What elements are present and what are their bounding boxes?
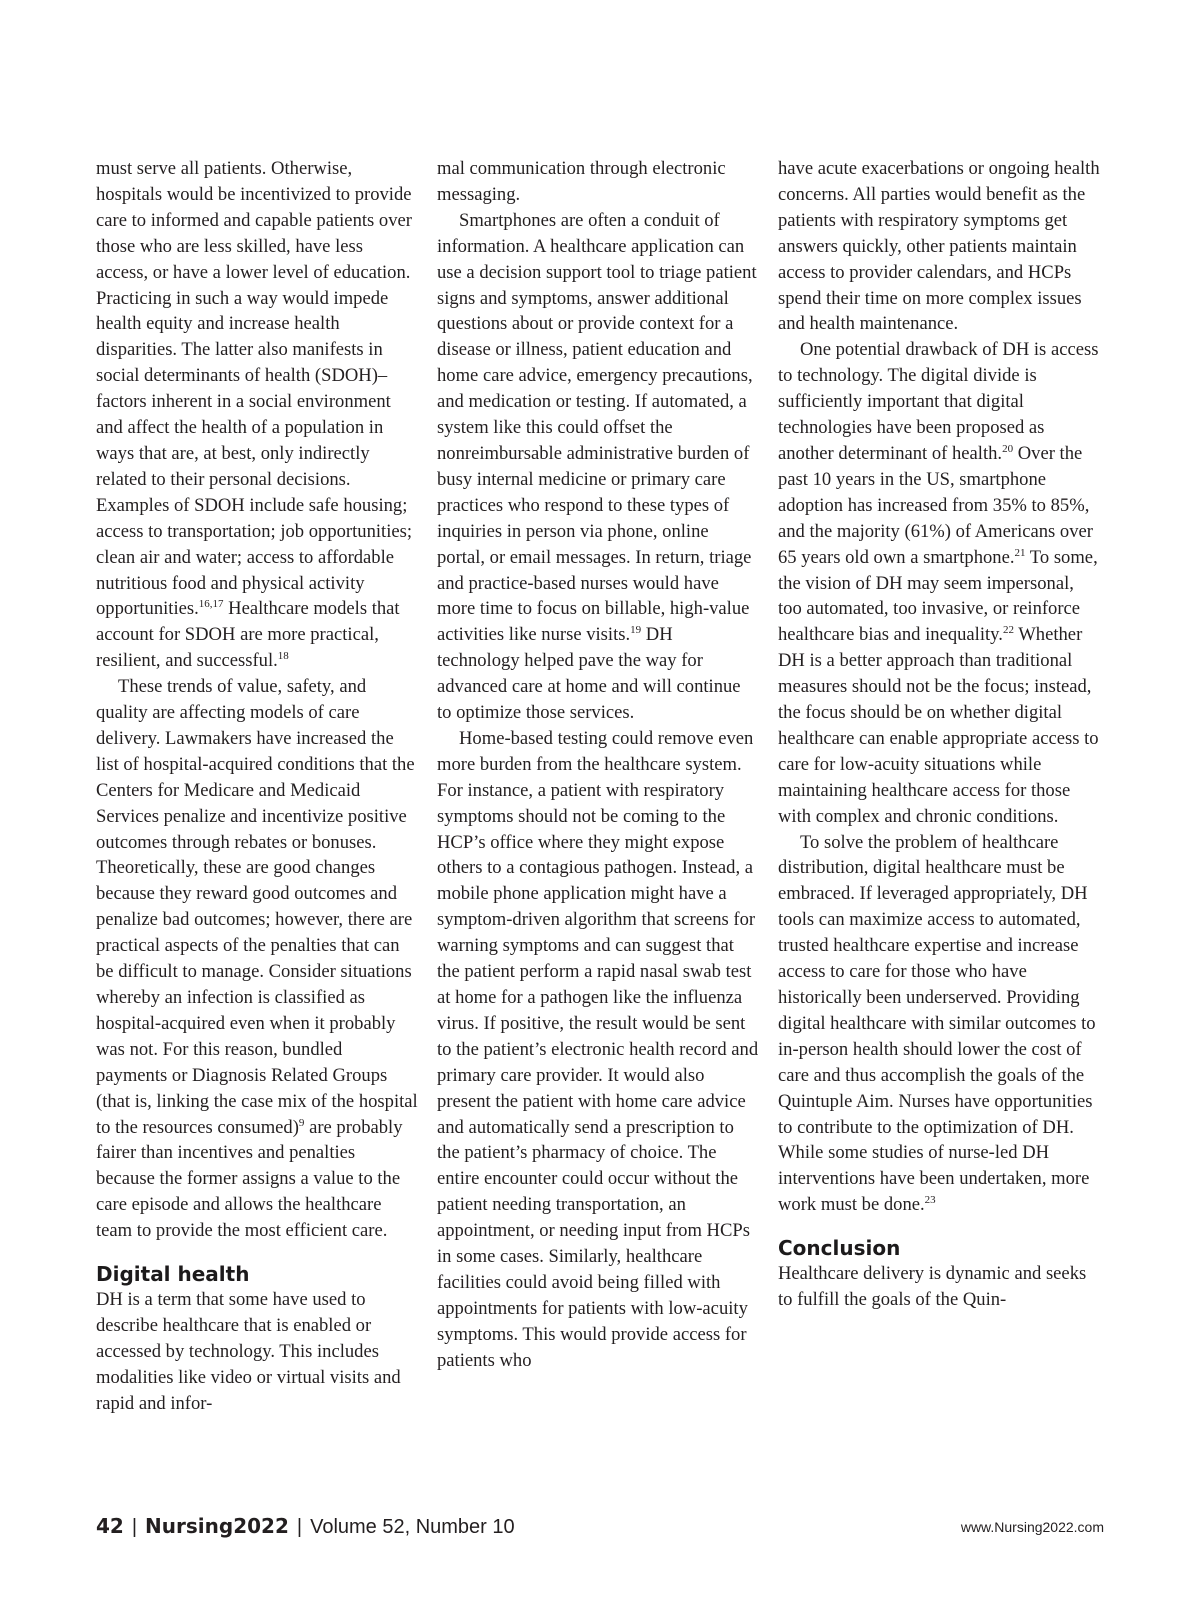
citation-superscript: 20 [1002,442,1014,455]
paragraph-text: These trends of value, safety, and quality are affecting models of care delivery. Lawmakers have increased the list of hospital-acquired conditions that the Centers for Medicare and Medicaid Services penalize and incentivize positive outcomes through rebates or bonuses. Theoretically, these are good changes because they reward good outcomes and penalize bad outcomes; however, there are practical aspects of the penalties that can be difficult to manage. Consider situations whereby an infection is classified as hospital-acquired even when it probably was not. For this reason, bundled payments or Diagnosis Related Groups (that is, linking the case mix of the hospital to the resources consumed) [96,676,418,1138]
paragraph [437,208,759,726]
paragraph-text: Healthcare delivery is dynamic and seeks to fulfill the goals of the Quin- [778,1263,1087,1311]
paragraph [778,337,1100,829]
paragraph-text: Healthcare models that account for SDOH are more practical, resilient, and successful. [96,598,400,672]
article-column-1 [96,156,418,1417]
article-column-2 [437,156,759,1374]
paragraph [96,674,418,1244]
paragraph-text: DH is a term that some have used to describe healthcare that is enabled or accessed by technology. This includes modalities like video or virtual visits and rapid and infor- [96,1289,401,1414]
paragraph-text: mal communication through electronic messaging. [437,158,726,205]
paragraph-text: are probably fairer than incentives and penalties because the former assigns a value to the care episode and allows the healthcare team to provide the most efficient care. [96,1116,403,1242]
paragraph-text: have acute exacerbations or ongoing health concerns. All parties would benefit as the patients with respiratory symptoms get answers quickly, other patients maintain access to provider calendars, and HCPs spend their time on more complex issues and health maintenance. [778,158,1100,335]
citation-superscript: 23 [924,1194,936,1207]
journal-name: Nursing2022 [145,1514,289,1538]
page-number: 42 [96,1514,124,1538]
paragraph [96,156,418,674]
citation-superscript: 22 [1002,624,1014,637]
paragraph-text: must serve all patients. Otherwise, hospitals would be incentivized to provide care to informed and capable patients over those who are less skilled, have less access, or have a lower level of education. Practicing in such a way would impede health equity and increase health disparities. The latter also manifests in social determinants of health (SDOH)–factors inherent in a social environment and affect the health of a population in ways that are, at best, only indirectly related to their personal decisions. Examples of SDOH include safe housing; access to transportation; job opportunities; clean air and water; access to affordable nutritious food and physical activity opportunities. [96,158,413,620]
paragraph-text: Over the past 10 years in the US, smartphone adoption has increased from 35% to 85%, and the majority (61%) of Americans over 65 years old own a smartphone. [778,442,1093,568]
paragraph-text: Whether DH is a better approach than traditional measures should not be the focus; instead, the focus should be on whether digital healthcare can enable appropriate access to care for low-acuity situations while maintaining healthcare access for those with complex and chronic conditions. [778,624,1099,827]
citation-superscript: 9 [298,1116,305,1129]
section-heading-conclusion: Conclusion [778,1236,901,1261]
paragraph-text: Home-based testing could remove even more burden from the healthcare system. For instance, a patient with respiratory symptoms should not be coming to the HCP’s office where they might expose others to a contagious pathogen. Instead, a mobile phone application might have a symptom-driven algorithm that screens for warning symptoms and can suggest that the patient perform a rapid nasal swab test at home for a pathogen like the influenza virus. If positive, the result would be sent to the patient’s electronic health record and primary care provider. It would also present the patient with home care advice and automatically send a prescription to the patient’s pharmacy of choice. The entire encounter could occur without the patient needing transportation, an appointment, or needing input from HCPs in some cases. Similarly, healthcare facilities could avoid being filled with appointments for patients with low-acuity symptoms. This would provide access for patients who [437,727,759,1371]
section-heading-digital-health: Digital health [96,1262,250,1287]
page-footer [96,1514,1104,1544]
paragraph [778,830,1100,1219]
paragraph [437,156,759,208]
paragraph [96,1287,418,1417]
citation-superscript: 19 [630,624,642,637]
footer-separator: | [131,1516,138,1538]
citation-superscript: 18 [277,650,289,663]
paragraph-text: Smartphones are often a conduit of information. A healthcare application can use a decision support tool to triage patient signs and symptoms, answer additional questions about or provide context for a disease or illness, patient education and home care advice, emergency precautions, and medication or testing. If automated, a system like this could offset the nonreimbursable administrative burden of busy internal medicine or primary care practices who respond to these types of inquiries in person via phone, online portal, or email messages. In return, triage and practice-based nurses would have more time to focus on billable, high-value activities like nurse visits. [437,209,757,646]
article-column-3 [778,156,1100,1313]
paragraph-text: To some, the vision of DH may seem impersonal, too automated, too invasive, or reinforce healthcare bias and inequality. [778,546,1098,646]
footer-left [96,1514,515,1539]
paragraph-text: DH technology helped pave the way for advanced care at home and will continue to optimize those services. [437,624,741,724]
paragraph-text: One potential drawback of DH is access to technology. The digital divide is sufficiently important that digital technologies have been proposed as another determinant of health. [778,339,1099,464]
citation-superscript: 21 [1014,546,1026,559]
footer-url[interactable]: www.Nursing2022.com [960,1519,1104,1535]
paragraph [437,726,759,1374]
footer-separator: | [296,1516,303,1538]
citation-superscript: 16,17 [198,598,224,611]
paragraph [778,1261,1100,1313]
volume-info: Volume 52, Number 10 [310,1516,515,1538]
paragraph-text: To solve the problem of healthcare distribution, digital healthcare must be embraced. If leveraged appropriately, DH tools can maximize access to automated, trusted healthcare expertise and increase access to care for those who have historically been underserved. Providing digital healthcare with similar outcomes to in-person health should lower the cost of care and thus accomplish the goals of the Quintuple Aim. Nurses have opportunities to contribute to the optimization of DH. While some studies of nurse-led DH interventions have been undertaken, more work must be done. [778,831,1096,1216]
paragraph [778,156,1100,337]
